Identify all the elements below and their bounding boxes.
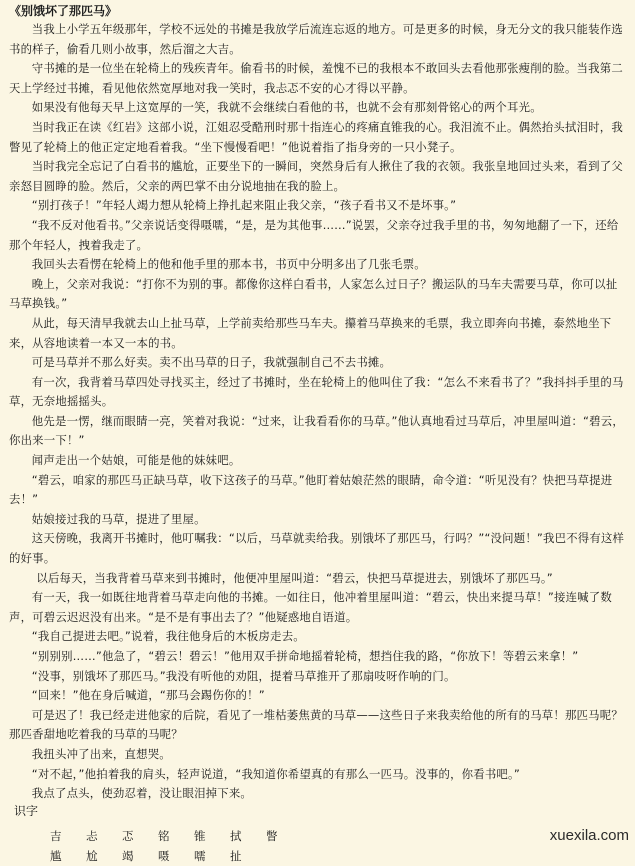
article-paragraph: “回来！”他在身后喊道，“那马会踢伤你的！” xyxy=(31,688,265,703)
article-paragraph: 守书摊的是一位坐在轮椅上的残疾青年。偷看书的时候，羞愧不已的我根本不敢回头去看他那张瘦削的脸。当我第二天上学经过书摊，看见他依然宽厚地对我一笑时，我忐忑不安的心才得以平静。 xyxy=(9,61,623,95)
article-paragraph: 有一天，我一如既往地背着马草走向他的书摊。一如往日，他冲着里屋叫道：“碧云，快出来提马草！”接连喊了数声，可碧云迟迟没有出来。“是不是有事出去了？”他疑惑地自语道。 xyxy=(9,590,612,624)
vocab-char: 嗫 xyxy=(158,849,170,863)
site-watermark: xuexila.com xyxy=(549,827,629,844)
article-paragraph: “别别别……”他急了，“碧云！碧云！”他用双手拼命地摇着轮椅，想挡住我的路，“你放下！等碧云来拿！” xyxy=(31,649,579,663)
article-paragraph: 可是马草并不那么好卖。卖不出马草的日子，我就强制自己不去书摊。 xyxy=(31,355,392,370)
article-paragraph: “对不起，”他拍着我的肩头，轻声说道，“我知道你希望真的有那么一匹马。没事的，你看书吧。” xyxy=(31,766,521,781)
article-paragraph: “没事，别饿坏了那匹马。”我没有听他的劝阻，提着马草推开了那扇吱呀作响的门。 xyxy=(31,668,456,683)
article-paragraph: 我扭头冲了出来，直想哭。 xyxy=(31,746,171,761)
article-paragraph: 他先是一愣，继而眼睛一亮，笑着对我说：“过来，让我看看你的马草。”他认真地看过马草后，冲里屋叫道：“碧云，你出来一下！” xyxy=(9,413,624,448)
article-paragraph: 晚上，父亲对我说：“打你不为别的事。都像你这样白看书，人家怎么过日子？搬运队的马车夫需要马草，你可以扯马草换钱。” xyxy=(9,276,618,311)
vocab-char: 扯 xyxy=(230,849,242,863)
vocab-char: 瞥 xyxy=(266,829,278,843)
vocabulary-row-1 xyxy=(14,826,374,846)
article-paragraph: 闻声走出一个姑娘，可能是他的妹妹吧。 xyxy=(31,453,241,468)
vocab-char: 锥 xyxy=(194,829,206,843)
vocabulary-label: 识字 xyxy=(14,804,39,818)
article-paragraph: “我自己提进去吧。”说着，我往他身后的木板房走去。 xyxy=(31,629,305,644)
article-paragraph: 这天傍晚，我离开书摊时，他叮嘱我：“以后，马草就卖给我。别饿坏了那匹马，行吗？”“没问题！”我巴不得有这样的好事。 xyxy=(9,531,625,566)
vocab-char: 忑 xyxy=(122,829,134,843)
article-paragraph: 当时我正在读《红岩》这部小说，江姐忍受酷刑时那十指连心的疼痛直锥我的心。我泪流不止。偶然抬头拭泪时，我瞥见了轮椅上的他正定定地看着我。“坐下慢慢看吧！”他说着指了指身旁的一只小凳子。 xyxy=(9,119,623,154)
article-body xyxy=(9,20,627,804)
article-paragraph: “别打孩子！”年轻人竭力想从轮椅上挣扎起来阻止我父亲，“孩子看书又不是坏事。” xyxy=(31,198,457,213)
vocab-char: 尴 xyxy=(50,849,62,863)
vocab-char: 嚅 xyxy=(194,849,206,863)
article-paragraph: 当我上小学五年级那年，学校不远处的书摊是我放学后流连忘返的地方。可是更多的时候，身无分文的我只能装作选书的样子，偷看几则小故事，然后溜之大吉。 xyxy=(9,22,623,56)
article-paragraph: 从此，每天清早我就去山上扯马草，上学前卖给那些马车夫。攥着马草换来的毛票，我立即奔向书摊，泰然地坐下来，从容地读着一本又一本的书。 xyxy=(9,315,612,350)
vocabulary-section xyxy=(14,804,374,866)
article-paragraph: “碧云，咱家的那匹马正缺马草，收下这孩子的马草。”他盯着姑娘茫然的眼睛，命令道：“听见没有？快把马草提进去！” xyxy=(9,472,613,507)
vocab-char: 忐 xyxy=(86,829,98,843)
article-paragraph: 当时我完全忘记了白看书的尴尬，正要坐下的一瞬间，突然身后有人揪住了我的衣领。我张皇地回过头来，看到了父亲怒目圆睁的脸。然后，父亲的两巴掌不由分说地抽在我的脸上。 xyxy=(9,159,623,193)
vocab-char: 吉 xyxy=(50,829,62,843)
article-paragraph: 以后每天，当我背着马草来到书摊时，他便冲里屋叫道：“碧云，快把马草提进去，别饿坏了那匹马。” xyxy=(36,570,553,585)
article-paragraph: “我不反对他看书。”父亲说话变得嗫嚅，“是，是为其他事……”说罢，父亲夺过我手里的书，匆匆地翻了一下，还给那个年轻人，拽着我走了。 xyxy=(9,217,619,252)
article-paragraph: 姑娘接过我的马草，提进了里屋。 xyxy=(31,511,206,526)
vocab-char: 拭 xyxy=(230,829,242,843)
vocabulary-row-2 xyxy=(14,846,374,866)
article-paragraph: 我点了点头，使劲忍着，没让眼泪掉下来。 xyxy=(31,786,253,801)
article-paragraph: 如果没有他每天早上这宽厚的一笑，我就不会继续白看他的书，也就不会有那刻骨铭心的两个耳光。 xyxy=(31,100,542,115)
vocab-char: 铭 xyxy=(158,829,170,843)
vocab-char: 竭 xyxy=(122,849,134,863)
article-paragraph: 可是迟了！我已经走进他家的后院，看见了一堆枯萎焦黄的马草——这些日子来我卖给他的所有的马草！那匹马呢？那匹香甜地吃着我的马草的马呢？ xyxy=(9,707,623,742)
vocab-char: 尬 xyxy=(86,849,98,863)
article-title: 《别饿坏了那匹马》 xyxy=(9,4,118,18)
article-paragraph: 我回头去看愣在轮椅上的他和他手里的那本书，书页中分明多出了几张毛票。 xyxy=(31,257,426,272)
article-paragraph: 有一次，我背着马草四处寻找买主，经过了书摊时，坐在轮椅上的他叫住了我：“怎么不来看书了？”我抖抖手里的马草，无奈地摇摇头。 xyxy=(9,374,624,409)
